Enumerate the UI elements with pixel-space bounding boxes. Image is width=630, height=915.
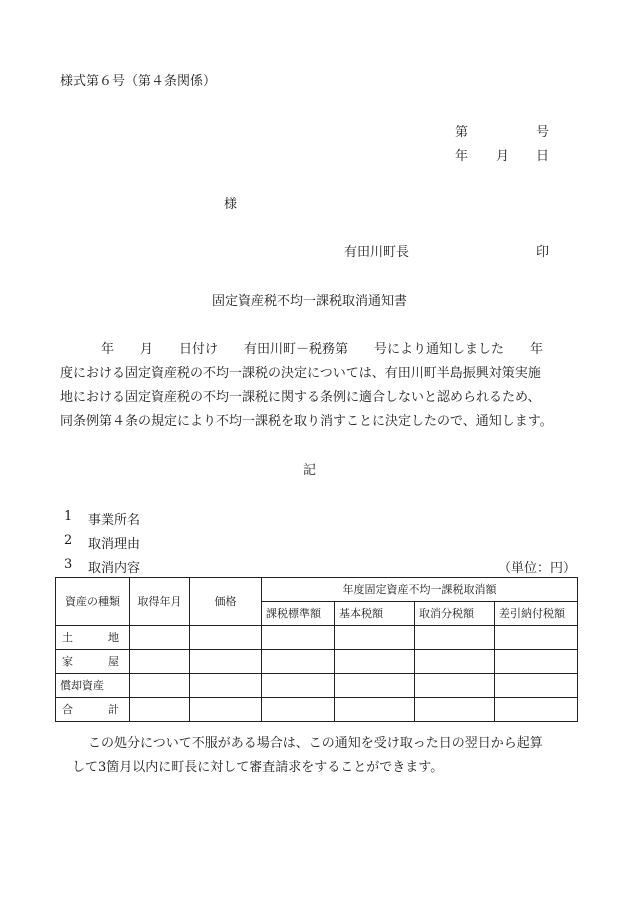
table-cell xyxy=(190,626,262,650)
number-prefix: 第 xyxy=(455,125,469,140)
table-cell xyxy=(262,626,335,650)
table-cell xyxy=(415,626,495,650)
item-num-1: 1 xyxy=(64,509,73,524)
table-cell xyxy=(130,674,190,698)
footer-line-1: この処分について不服がある場合は、この通知を受け取った日の翌日から起算 xyxy=(88,736,543,751)
table-cell xyxy=(130,626,190,650)
item-num-3: 3 xyxy=(64,557,73,572)
table-cell xyxy=(190,650,262,674)
table-cell xyxy=(262,698,335,722)
table-cell xyxy=(415,674,495,698)
table-cell xyxy=(335,626,415,650)
document-title: 固定資産税不均一課税取消通知書 xyxy=(212,294,408,309)
table-cell xyxy=(335,650,415,674)
body-line-3: 地における固定資産税の不均一課税に関する条例に適合しないと認められるため、 xyxy=(60,390,541,405)
table-cell xyxy=(495,626,578,650)
unit-label: （単位：円） xyxy=(498,561,577,576)
col-cancel-tax: 取消分税額 xyxy=(415,602,495,626)
row-label-house: 家 屋 xyxy=(56,650,130,674)
table-cell xyxy=(495,698,578,722)
col-tax-base: 課税標準額 xyxy=(262,602,335,626)
table-cell xyxy=(190,698,262,722)
table-cell xyxy=(335,674,415,698)
table-row xyxy=(56,698,578,722)
table-cell xyxy=(415,650,495,674)
col-group-header: 年度固定資産不均一課税取消額 xyxy=(262,578,578,602)
row-label-total: 合 計 xyxy=(56,698,130,722)
col-acquired: 取得年月 xyxy=(130,578,190,626)
col-price: 価格 xyxy=(190,578,262,626)
table-row xyxy=(56,626,578,650)
item-num-2: 2 xyxy=(64,533,73,548)
table-header-row xyxy=(56,578,578,602)
form-label: 様式第６号（第４条関係） xyxy=(60,74,217,89)
table-cell xyxy=(495,674,578,698)
table-cell xyxy=(262,674,335,698)
col-basic-tax: 基本税額 xyxy=(335,602,415,626)
body-line-1: 年 月 日付け 有田川町－税務第 号により通知しました 年 xyxy=(101,342,544,357)
issuer-title: 有田川町長 xyxy=(344,245,410,260)
item-label-2: 取消理由 xyxy=(88,537,141,552)
table-cell xyxy=(415,698,495,722)
number-suffix: 号 xyxy=(536,125,550,140)
table-cell xyxy=(190,674,262,698)
col-asset-type: 資産の種類 xyxy=(56,578,130,626)
date-year: 年 xyxy=(455,149,469,164)
addressee-suffix: 様 xyxy=(224,197,238,212)
date-month: 月 xyxy=(496,149,510,164)
ki-heading: 記 xyxy=(303,463,317,478)
item-label-1: 事業所名 xyxy=(88,513,141,528)
row-label-land: 土 地 xyxy=(56,626,130,650)
table-cell xyxy=(262,650,335,674)
table-cell xyxy=(130,698,190,722)
table-cell xyxy=(495,650,578,674)
table-cell xyxy=(130,650,190,674)
table-cell xyxy=(335,698,415,722)
row-label-depreciable: 償却資産 xyxy=(56,674,130,698)
col-net-tax: 差引納付税額 xyxy=(495,602,578,626)
date-day: 日 xyxy=(536,149,550,164)
table-row xyxy=(56,674,578,698)
cancellation-table xyxy=(55,577,578,722)
item-label-3: 取消内容 xyxy=(88,561,141,576)
body-line-2: 度における固定資産税の不均一課税の決定については、有田川町半島振興対策実施 xyxy=(60,366,541,381)
footer-line-2: して3箇月以内に町長に対して審査請求をすることができます。 xyxy=(72,760,444,775)
body-line-4: 同条例第４条の規定により不均一課税を取り消すことに決定したので、通知します。 xyxy=(60,414,553,429)
issuer-seal: 印 xyxy=(536,245,550,260)
table-row xyxy=(56,650,578,674)
